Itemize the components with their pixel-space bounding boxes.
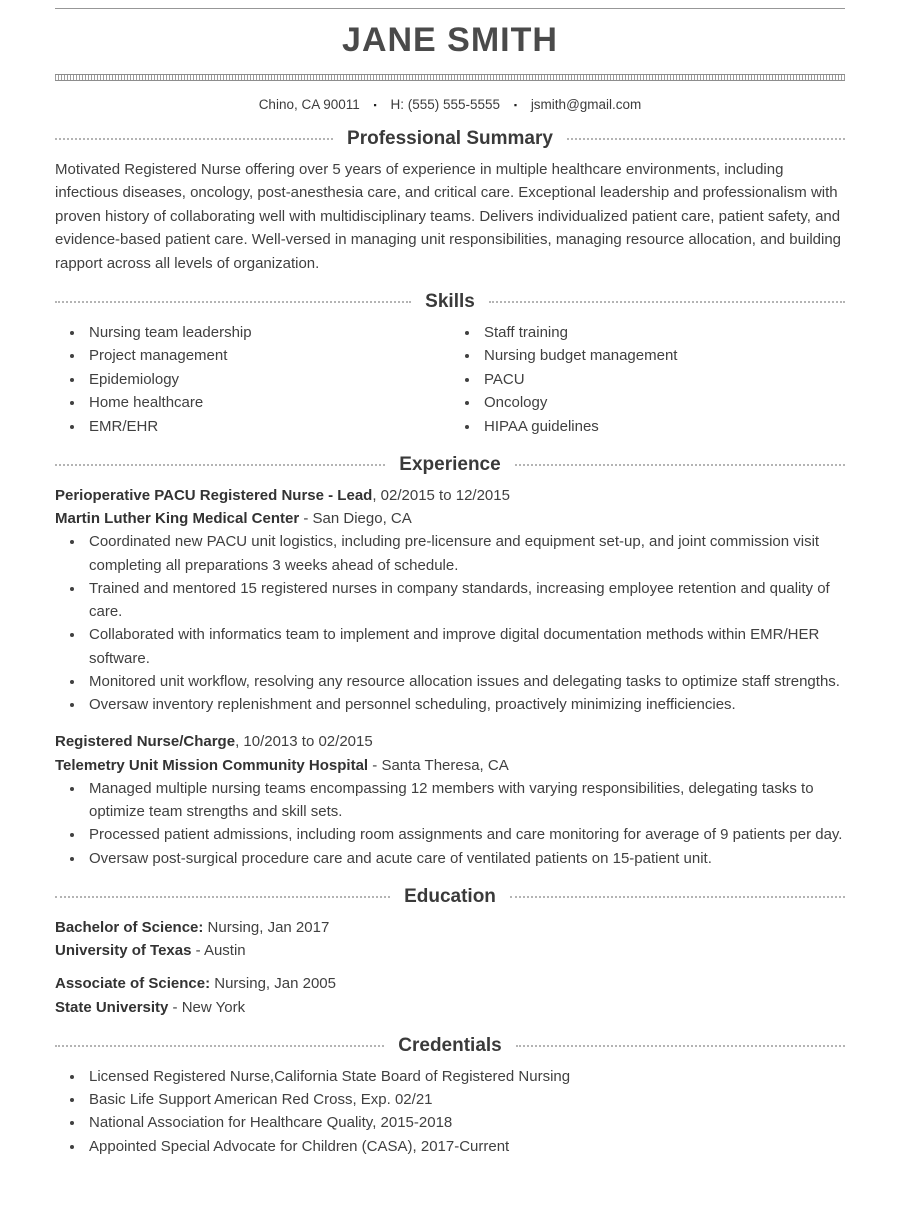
summary-text: Motivated Registered Nurse offering over 5 years of experience in multiple healthcare environments, including infectious diseases, oncology, post-anesthesia care, and critical care. Exceptional leadership and professionalism with proven history of collaborating well with multidisciplinary teams. Delivers individualized patient care, patient safety, and evidence-based patient care. Well-versed in managing unit responsibilities, managing resource allocation, and building rapport across all levels of organization. (55, 161, 842, 272)
job-bullet-list (85, 530, 845, 716)
education-degree-line (55, 972, 845, 995)
name-underline-rule (55, 74, 845, 81)
dotted-leader (55, 138, 333, 140)
job-bullet: • Processed patient admissions, including room assignments and care monitoring for average of 9 patients per day. (85, 823, 845, 846)
skill-item: • Project management (85, 344, 450, 367)
education-entry (55, 972, 845, 1019)
dotted-leader (510, 896, 845, 898)
resume-name: JANE SMITH (342, 21, 558, 59)
job-employer-line (55, 507, 845, 530)
job-dates: , 10/2013 to 02/2015 (235, 733, 373, 751)
skills-left-list (85, 321, 450, 438)
job-bullet: • Trained and mentored 15 registered nurses in company standards, increasing employee retention and quality of care. (85, 577, 845, 624)
education-school-line (55, 996, 845, 1019)
section-heading-credentials (55, 1035, 845, 1057)
section-heading-experience (55, 454, 845, 476)
dotted-leader (55, 1045, 384, 1047)
skills-columns (55, 321, 845, 438)
contact-email: jsmith@gmail.com (530, 97, 642, 112)
job-employer: Telemetry Unit Mission Community Hospital (55, 756, 369, 774)
section-title-credentials: Credentials (398, 1034, 502, 1056)
job-bullet: • Oversaw post-surgical procedure care and acute care of ventilated patients on 15-patient unit. (85, 847, 845, 870)
job-bullet: • Monitored unit workflow, resolving any resource allocation issues and delegating tasks to optimize staff strengths. (85, 670, 845, 693)
job-bullet: • Collaborated with informatics team to implement and improve digital documentation methods within EMR/HER software. (85, 623, 845, 670)
skills-right-list (480, 321, 845, 438)
credential-item: • Appointed Special Advocate for Children (CASA), 2017-Current (85, 1135, 845, 1158)
job-bullet-list (85, 777, 845, 870)
job-location: - Santa Theresa, CA (368, 756, 509, 774)
education-degree: Bachelor of Science: (55, 918, 204, 936)
education-school: State University (55, 998, 169, 1016)
skill-item: • Home healthcare (85, 391, 450, 414)
skill-item: • Staff training (480, 321, 845, 344)
credentials-list (85, 1065, 845, 1158)
education-degree-line (55, 916, 845, 939)
square-separator-icon: ▪ (513, 100, 518, 110)
skill-item: • PACU (480, 368, 845, 391)
section-title-experience: Experience (399, 453, 501, 475)
dotted-leader (515, 464, 845, 466)
job-location: - San Diego, CA (299, 510, 412, 528)
section-heading-education (55, 886, 845, 908)
dotted-leader (489, 301, 845, 303)
contact-location: Chino, CA 90011 (258, 97, 360, 112)
job-bullet: • Coordinated new PACU unit logistics, including pre-licensure and equipment set-up, and joint commission visit completing all preparations 3 weeks ahead of schedule. (85, 530, 845, 577)
education-school: University of Texas (55, 942, 192, 960)
education-school-detail: - New York (168, 998, 246, 1016)
job-employer: Martin Luther King Medical Center (55, 510, 300, 528)
credential-item: • Basic Life Support American Red Cross, Exp. 02/21 (85, 1088, 845, 1111)
skill-item: • HIPAA guidelines (480, 415, 845, 438)
job-bullet: • Managed multiple nursing teams encompassing 12 members with varying responsibilities, delegating tasks to optimize team strengths and skill sets. (85, 777, 845, 824)
credential-item: • National Association for Healthcare Quality, 2015-2018 (85, 1111, 845, 1134)
credential-item: • Licensed Registered Nurse,California State Board of Registered Nursing (85, 1065, 845, 1088)
job-entry (55, 484, 845, 717)
dotted-leader (567, 138, 845, 140)
job-title: Perioperative PACU Registered Nurse - Lead (55, 486, 373, 504)
skill-item: • Nursing budget management (480, 344, 845, 367)
job-title-line (55, 484, 845, 507)
education-entry (55, 916, 845, 963)
skill-item: • Epidemiology (85, 368, 450, 391)
top-rule (55, 8, 845, 9)
section-heading-summary (55, 128, 845, 150)
education-school-detail: - Austin (191, 942, 246, 960)
dotted-leader (516, 1045, 845, 1047)
dotted-leader (55, 301, 411, 303)
dotted-leader (55, 896, 390, 898)
dotted-leader (55, 464, 385, 466)
section-title-education: Education (404, 885, 496, 907)
skill-item: • Nursing team leadership (85, 321, 450, 344)
job-title-line (55, 730, 845, 753)
job-employer-line (55, 754, 845, 777)
education-degree-detail: Nursing, Jan 2017 (203, 918, 330, 936)
contact-line (55, 97, 845, 112)
education-degree: Associate of Science: (55, 975, 211, 993)
square-separator-icon: ▪ (373, 100, 377, 110)
education-degree-detail: Nursing, Jan 2005 (210, 975, 336, 993)
job-bullet: • Oversaw inventory replenishment and personnel scheduling, proactively minimizing inefficiencies. (85, 693, 845, 716)
contact-phone: H: (555) 555-5555 (390, 97, 501, 112)
job-dates: , 02/2015 to 12/2015 (372, 486, 510, 504)
section-title-skills: Skills (425, 290, 475, 312)
skill-item: • EMR/EHR (85, 415, 450, 438)
skill-item: • Oncology (480, 391, 845, 414)
job-entry (55, 730, 845, 870)
section-title-summary: Professional Summary (347, 128, 553, 149)
section-heading-skills (55, 291, 845, 313)
job-title: Registered Nurse/Charge (55, 733, 236, 751)
education-school-line (55, 939, 845, 962)
